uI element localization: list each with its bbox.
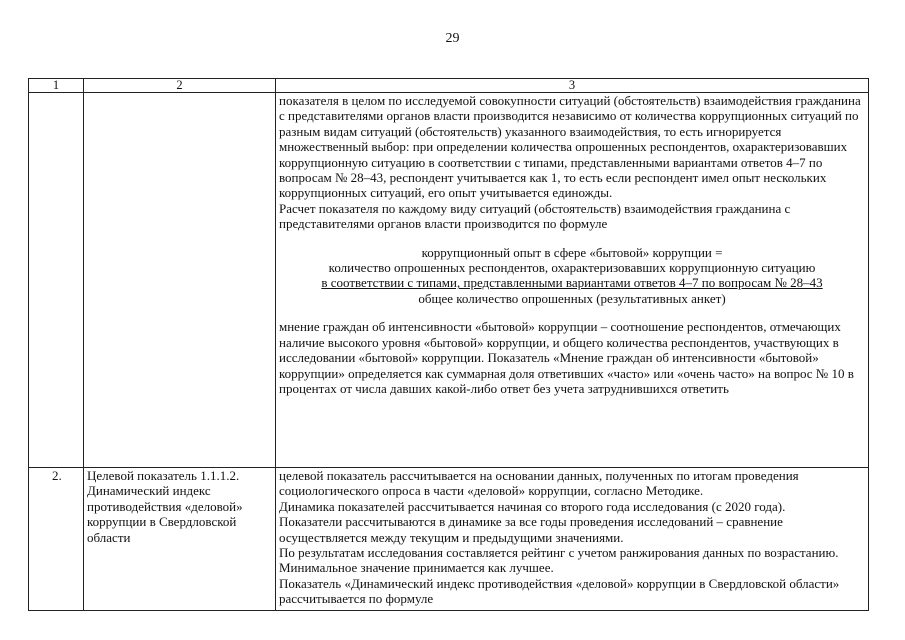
- row2-paragraph-2: Динамика показателей рассчитывается начиная со второго года исследования (с 2020 года).: [279, 498, 786, 514]
- row2-paragraph-5: Показатель «Динамический индекс противодействия «деловой» коррупции в Свердловской области» рассчитывается по формуле: [279, 575, 840, 607]
- table-header-row: [29, 79, 869, 93]
- row1-number-cell: [29, 93, 84, 468]
- table-row: [29, 468, 869, 611]
- header-col-2: 2: [84, 79, 276, 93]
- page-number: 29: [445, 31, 460, 46]
- row2-description-cell: [276, 468, 869, 611]
- header-col-3: 3: [276, 79, 869, 93]
- table-row: [29, 93, 869, 468]
- row1-paragraph-2: Расчет показателя по каждому виду ситуаций (обстоятельств) взаимодействия гражданина с представителями органов власти производится по формуле: [279, 200, 791, 232]
- row1-paragraph-1: показателя в целом по исследуемой совокупности ситуаций (обстоятельств) взаимодействия гражданина с представителями органов власти производится независимо от количества коррупционных ситуаций по разным видам ситуаций (обстоятельств) указанного взаимодействия, то есть игнорируется множественный выбор: при определении количества опрошенных респондентов, охарактеризовавших коррупционную ситуацию в соответствии с типами, представленными вариантами ответов 4–7 по вопросам № 28–43, респондент учитывается как 1, то есть если респондент имел опыт нескольких коррупционных ситуаций, его опыт учитывается единожды.: [279, 93, 861, 201]
- row2-paragraph-3: Показатели рассчитываются в динамике за все годы проведения исследований – сравнение осуществляется между текущим и предыдущими значениями.: [279, 514, 783, 545]
- formula-block: [279, 245, 865, 307]
- formula-line-1: коррупционный опыт в сфере «бытовой» коррупции =: [421, 244, 723, 260]
- row2-paragraph-4: По результатам исследования составляется рейтинг с учетом ранжирования данных по возрастанию. Минимальное значение принимается как лучшее.: [279, 545, 839, 576]
- row2-number-cell: 2.: [29, 468, 84, 611]
- row1-description-cell: [276, 93, 869, 468]
- header-col-1: 1: [29, 79, 84, 93]
- methodology-table: [28, 78, 869, 611]
- row2-indicator-cell: Целевой показатель 1.1.1.2. Динамический индекс противодействия «деловой» коррупции в Свердловской области: [84, 468, 276, 611]
- row1-paragraph-3: мнение граждан об интенсивности «бытовой» коррупции – соотношение респондентов, отмечающих наличие высокого уровня «бытовой» коррупции, и общего количества респондентов, участвующих в исследовании «бытовой» коррупции. Показатель «Мнение граждан об интенсивности «бытовой» коррупции» определяется как суммарная доля ответивших «часто» или «очень часто» на вопрос № 10 в процентах от числа давших какой-либо ответ без учета затруднившихся ответить: [279, 319, 854, 396]
- formula-numerator: количество опрошенных респондентов, охарактеризовавших коррупционную ситуацию: [328, 260, 816, 276]
- formula-numerator-underlined: в соответствии с типами, представленными вариантами ответов 4–7 по вопросам № 28–43: [321, 275, 823, 291]
- formula-denominator: общее количество опрошенных (результативных анкет): [418, 290, 726, 306]
- row2-paragraph-1: целевой показатель рассчитывается на основании данных, полученных по итогам проведения социологического опроса в части «деловой» коррупции, согласно Методике.: [279, 468, 799, 499]
- row1-indicator-cell: [84, 93, 276, 468]
